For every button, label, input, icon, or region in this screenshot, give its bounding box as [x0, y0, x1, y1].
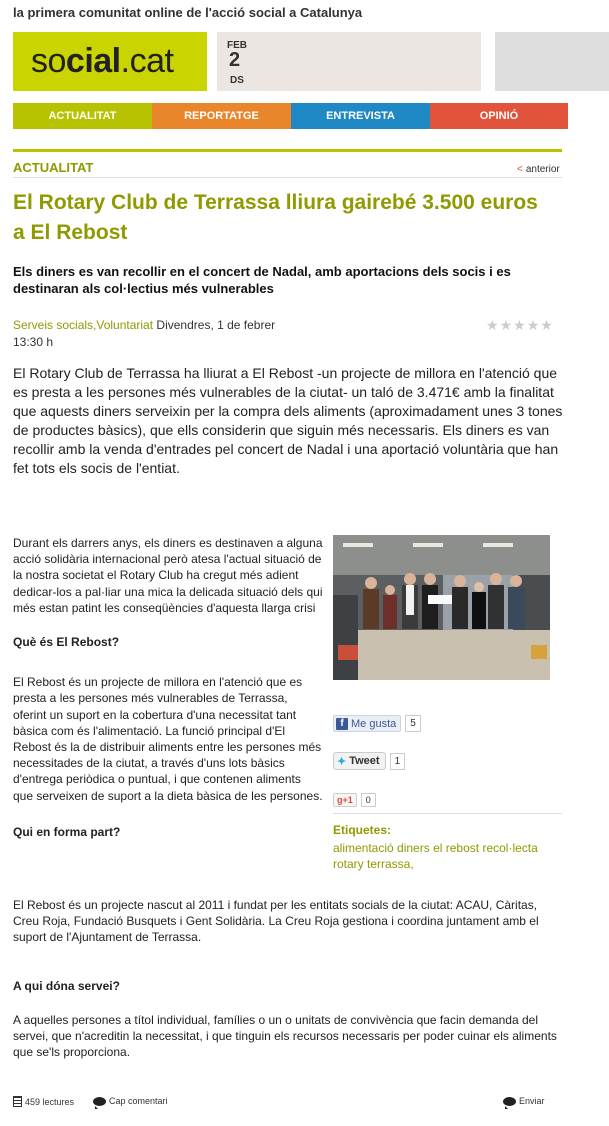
star-icon[interactable]: ★ [526, 317, 541, 333]
tag-link[interactable]: alimentació [333, 841, 394, 855]
tag-link[interactable]: diners [397, 841, 430, 855]
tags-divider [333, 813, 562, 814]
section-heading: A qui dóna servei? [13, 979, 120, 993]
star-icon[interactable]: ★ [513, 317, 527, 333]
star-icon[interactable]: ★ [486, 317, 500, 333]
tags-heading: Etiquetes: [333, 823, 392, 837]
comments-link[interactable]: Cap comentari [93, 1096, 168, 1106]
rating-stars[interactable] [486, 317, 554, 334]
section-rule [13, 177, 562, 178]
ad-banner[interactable] [495, 32, 609, 91]
date-weekday: DS [230, 75, 244, 86]
article-time: 13:30 h [13, 335, 54, 349]
article-paragraph: El Rebost és un projecte de millora en l'atenció que es presta a les persones més vulnerables de Terrassa, oferint un suport en la cobertura d'una necessitat tant bàsica com és l'alimentació. La funció principal d'El Rebost és la de distribuir aliments entre les persones més necessitades de la ciutat, a través d'uns lots bàsics d'entrega periòdica o puntual, i que contenen aliments que serveixen de suport a la dieta bàsica de les persones. [13, 675, 323, 803]
section-heading: Qui en forma part? [13, 824, 121, 839]
article-paragraph: Durant els darrers anys, els diners es destinaven a alguna acció solidària internacional però atesa l'actual situació de la nostra societat el Rotary Club ha cregut més adient dedicar-los a pal·liar una mica la delicada situació dels qui més estan patint les conseqüències d'aquesta llarga crisi [13, 536, 323, 615]
twitter-bird-icon: ✦ [337, 755, 347, 768]
nav-entrevista[interactable]: ENTREVISTA [291, 103, 430, 129]
article-subtitle: Els diners es van recollir en el concert de Nadal, amb aportacions dels socis i es destinaran als col·lectius més vulnerables [13, 264, 511, 296]
book-icon [13, 1096, 22, 1107]
gplus-icon: g [337, 795, 343, 805]
article-photo[interactable] [333, 535, 550, 680]
photo-illustration [333, 535, 550, 680]
facebook-icon: f [336, 718, 348, 730]
tweet-button[interactable]: ✦ Tweet 1 [333, 752, 405, 770]
article-meta [13, 317, 293, 351]
tag-list [333, 840, 562, 872]
comment-bubble-icon [503, 1097, 516, 1106]
facebook-count: 5 [405, 715, 421, 732]
article-date: Divendres, 1 de febrer [156, 318, 276, 332]
article-title: El Rotary Club de Terrassa lliura gairebé 3.500 euros a El Rebost [13, 191, 538, 244]
star-icon[interactable]: ★ [540, 317, 554, 333]
site-logo[interactable] [13, 32, 207, 91]
tag-link[interactable]: recol·lecta [482, 841, 538, 855]
article-lead: El Rotary Club de Terrassa ha lliurat a El Rebost -un projecte de millora en l'atenció que es presta a les persones més vulnerables de la ciutat- un taló de 3.471€ amb la finalitat que aquests diners serveixin per la compra dels aliments (aproximadament unes 3 tones de productes bàsics), que ells considerin que siguin més necessaris. Els diners es van recollir amb la venda d'entrades pel concert de Nadal i una aportació voluntària que han fet tots els socis de l'entiat. [13, 365, 563, 476]
main-nav [13, 103, 568, 129]
section-label: ACTUALITAT [13, 160, 94, 175]
nav-opinio[interactable]: OPINIÓ [430, 103, 568, 129]
gplus-count: 0 [361, 793, 376, 807]
article-categories[interactable]: Serveis socials,Voluntariat [13, 318, 154, 332]
star-icon[interactable]: ★ [499, 317, 514, 333]
nav-reportatge[interactable]: REPORTATGE [152, 103, 291, 129]
article-body-column [13, 535, 323, 860]
chevron-left-icon: < [517, 164, 523, 175]
comment-bubble-icon [93, 1097, 106, 1106]
previous-link[interactable]: < anterior [517, 164, 560, 175]
site-tagline: la primera comunitat online de l'acció social a Catalunya [13, 5, 363, 20]
date-day: 2 [229, 49, 241, 71]
facebook-like-button[interactable]: f Me gusta 5 [333, 715, 421, 732]
tag-link[interactable]: el rebost [433, 841, 480, 855]
article-paragraph: A aquelles persones a títol individual, famílies o un o unitats de convivència que facin demanda del servei, que n'acreditin la necessitat, i que tinguin els recursos necessaris per poder cuinar els aliments que se'ls proporciona. [13, 1013, 557, 1059]
logo-text: social.cat [31, 42, 174, 80]
article-paragraph: El Rebost és un projecte nascut al 2011 i fundat per les entitats socials de la ciutat: ACAU, Càritas, Creu Roja, Fundació Busquets i Gent Solidària. La Creu Roja gestiona i coordina juntament amb el suport de l'Ajuntament de Terrassa. [13, 898, 539, 944]
reads-count: 459 lectures [13, 1096, 74, 1107]
date-box [217, 32, 481, 91]
send-link[interactable]: Enviar [503, 1096, 545, 1106]
nav-actualitat[interactable]: ACTUALITAT [13, 103, 152, 129]
tag-link[interactable]: rotary terrassa, [333, 857, 414, 871]
section-heading: Què és El Rebost? [13, 635, 120, 650]
tweet-count: 1 [390, 753, 406, 770]
section-divider [13, 149, 562, 152]
date-month: FEB [227, 40, 247, 51]
gplus-button[interactable]: g +1 0 [333, 793, 376, 807]
